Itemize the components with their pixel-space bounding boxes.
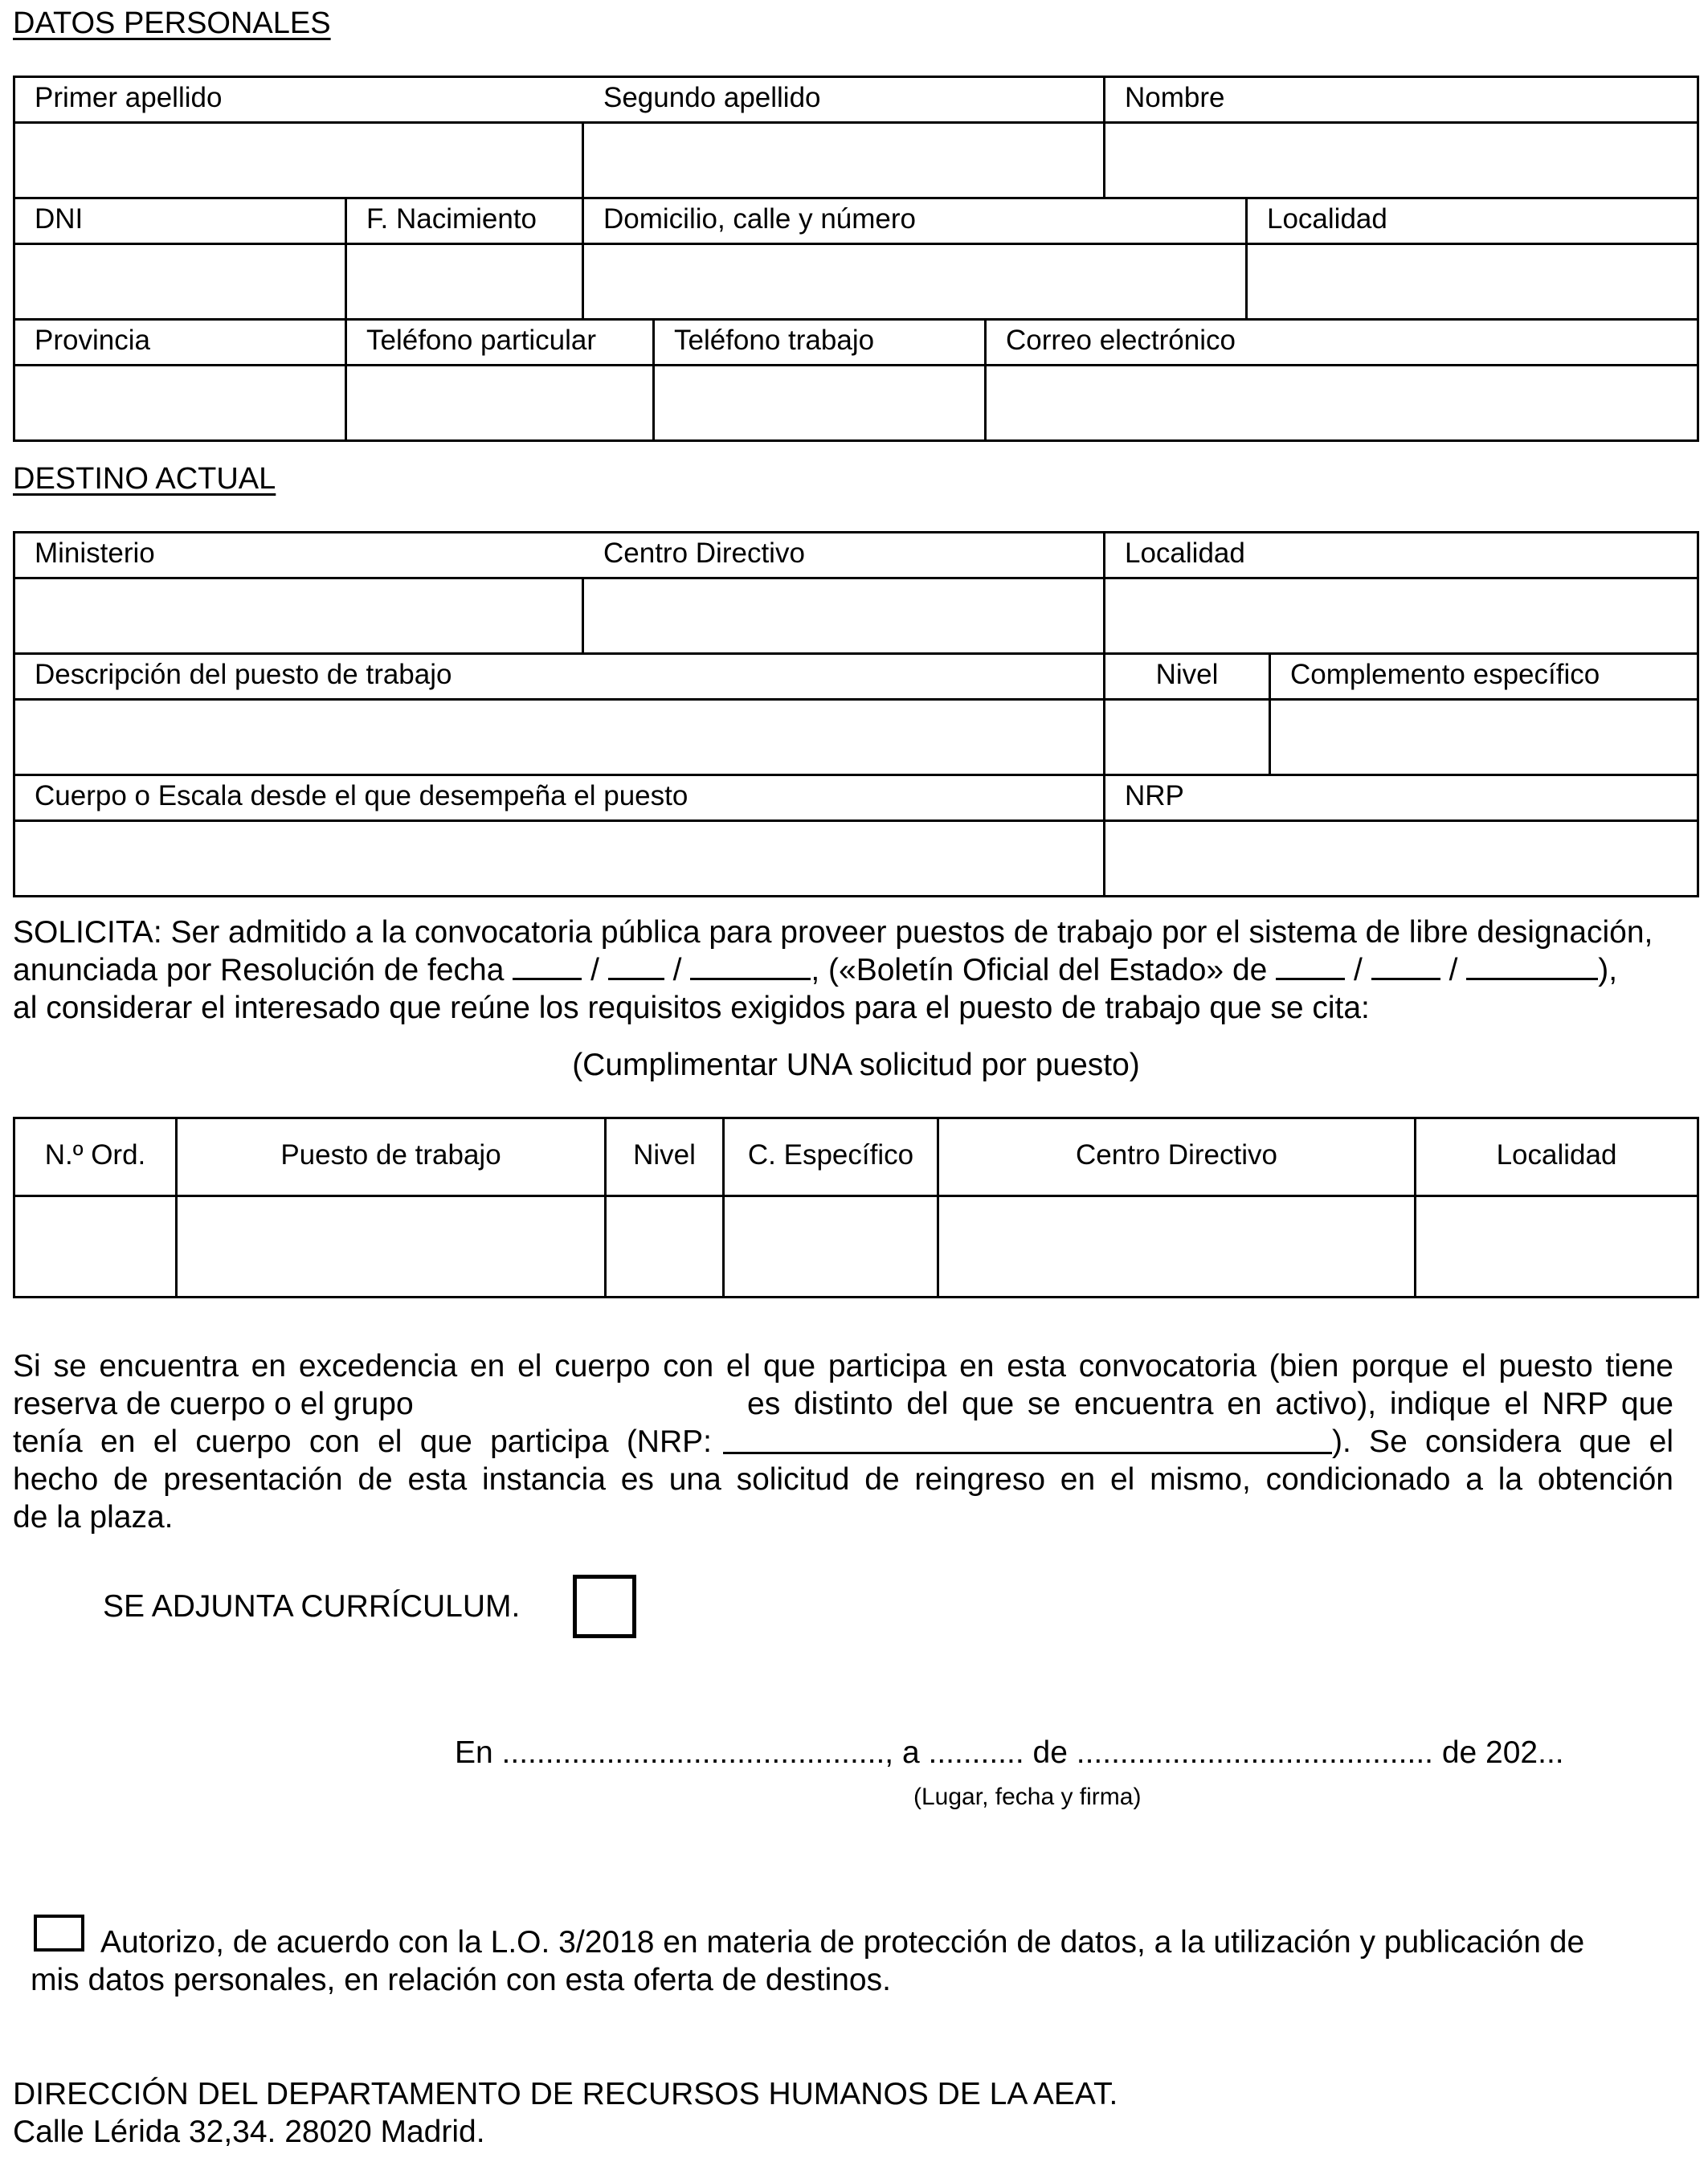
input-cuerpo-escala[interactable]	[15, 822, 1103, 895]
excedencia-line-1: Si se encuentra en excedencia en el cuerpo con el que participa en esta convocatoria (bien porque el puesto tiene	[13, 1349, 1673, 1383]
input-puesto-centro-directivo[interactable]	[939, 1197, 1414, 1296]
slash: /	[590, 953, 599, 987]
input-dni[interactable]	[15, 245, 345, 318]
blank-resolucion-dia[interactable]	[513, 954, 582, 980]
blank-boe-mes[interactable]	[1371, 954, 1440, 980]
label-nivel: Nivel	[1155, 659, 1219, 690]
signature-place-date-line: En ............................................, a ........... de ......................................... de 202...	[455, 1735, 1564, 1770]
slash: /	[672, 953, 682, 987]
input-centro-directivo[interactable]	[584, 579, 1103, 652]
label-centro-directivo: Centro Directivo	[603, 537, 805, 569]
input-destino-localidad[interactable]	[1105, 579, 1697, 652]
label-f-nacimiento: F. Nacimiento	[366, 203, 537, 235]
excedencia-line-2a: reserva de cuerpo o el grupo	[13, 1387, 414, 1421]
col-header-c-especifico: C. Específico	[747, 1139, 914, 1171]
blank-resolucion-ano[interactable]	[690, 954, 811, 980]
autorizo-checkbox[interactable]	[34, 1915, 84, 1952]
solicita-line-3: al considerar el interesado que reúne los requisitos exigidos para el puesto de trabajo que se cita:	[13, 991, 1370, 1025]
input-descripcion-puesto[interactable]	[15, 701, 1103, 774]
input-correo-electronico[interactable]	[987, 366, 1697, 439]
col-header-n-ord: N.º Ord.	[44, 1139, 146, 1171]
excedencia-line-5: de la plaza.	[13, 1500, 174, 1535]
label-localidad: Localidad	[1267, 203, 1387, 235]
label-domicilio: Domicilio, calle y número	[603, 203, 917, 235]
col-header-puesto: Puesto de trabajo	[280, 1139, 501, 1171]
input-puesto-n-ord[interactable]	[15, 1197, 175, 1296]
blank-boe-dia[interactable]	[1276, 954, 1345, 980]
input-domicilio[interactable]	[584, 245, 1245, 318]
section-heading-destino-actual: DESTINO ACTUAL	[13, 462, 276, 496]
solicita-text-resolucion: anunciada por Resolución de fecha	[13, 953, 505, 987]
label-primer-apellido: Primer apellido	[35, 82, 223, 113]
label-cuerpo-escala: Cuerpo o Escala desde el que desempeña el puesto	[35, 780, 689, 811]
label-ministerio: Ministerio	[35, 537, 155, 569]
signature-caption: (Lugar, fecha y firma)	[913, 1784, 1142, 1810]
col-header-localidad: Localidad	[1496, 1139, 1617, 1171]
label-dni: DNI	[35, 203, 84, 235]
label-provincia: Provincia	[35, 325, 150, 356]
label-nombre: Nombre	[1125, 82, 1225, 113]
input-puesto-nivel[interactable]	[607, 1197, 722, 1296]
solicita-line-2	[13, 951, 1617, 989]
input-nrp[interactable]	[1105, 822, 1697, 895]
solicita-note: (Cumplimentar UNA solicitud por puesto)	[572, 1048, 1140, 1082]
autorizo-line-1: Autorizo, de acuerdo con la L.O. 3/2018 en materia de protección de datos, a la utilización y publicación de	[100, 1925, 1585, 1960]
input-localidad[interactable]	[1248, 245, 1697, 318]
section-heading-datos-personales: DATOS PERSONALES	[13, 6, 331, 40]
label-destino-localidad: Localidad	[1125, 537, 1245, 569]
input-segundo-apellido[interactable]	[584, 124, 1103, 197]
label-telefono-trabajo: Teléfono trabajo	[674, 325, 875, 356]
solicita-text-close: ),	[1598, 953, 1618, 987]
blank-nrp-excedencia[interactable]	[723, 1452, 1332, 1454]
blank-boe-ano[interactable]	[1466, 954, 1598, 980]
excedencia-line-4: hecho de presentación de esta instancia es una solicitud de reingreso en el mismo, condicionado a la obtención	[13, 1462, 1673, 1497]
col-header-centro-directivo: Centro Directivo	[1076, 1139, 1277, 1171]
excedencia-line-3a: tenía en el cuerpo con el que participa (NRP:	[13, 1424, 712, 1459]
footer-address-line-1: DIRECCIÓN DEL DEPARTAMENTO DE RECURSOS HUMANOS DE LA AEAT.	[13, 2077, 1118, 2111]
autorizo-line-2: mis datos personales, en relación con esta oferta de destinos.	[31, 1963, 891, 1997]
solicita-text-boe: , («Boletín Oficial del Estado» de	[811, 953, 1268, 987]
input-puesto-c-especifico[interactable]	[725, 1197, 937, 1296]
input-primer-apellido[interactable]	[15, 124, 582, 197]
input-ministerio[interactable]	[15, 579, 582, 652]
label-complemento-especifico: Complemento específico	[1290, 659, 1600, 690]
slash: /	[1449, 953, 1458, 987]
footer-address-line-2: Calle Lérida 32,34. 28020 Madrid.	[13, 2115, 485, 2149]
label-segundo-apellido: Segundo apellido	[603, 82, 821, 113]
input-nivel[interactable]	[1105, 701, 1269, 774]
col-header-nivel: Nivel	[633, 1139, 696, 1171]
label-correo-electronico: Correo electrónico	[1006, 325, 1236, 356]
label-descripcion-puesto: Descripción del puesto de trabajo	[35, 659, 452, 690]
curriculum-label: SE ADJUNTA CURRÍCULUM.	[103, 1589, 521, 1624]
label-telefono-particular: Teléfono particular	[366, 325, 596, 356]
solicita-line-1: SOLICITA: Ser admitido a la convocatoria pública para proveer puestos de trabajo por el sistema de libre designación,	[13, 915, 1653, 950]
curriculum-checkbox[interactable]	[573, 1575, 636, 1638]
input-telefono-particular[interactable]	[347, 366, 652, 439]
slash: /	[1354, 953, 1363, 987]
input-f-nacimiento[interactable]	[347, 245, 582, 318]
input-puesto-trabajo[interactable]	[178, 1197, 604, 1296]
blank-resolucion-mes[interactable]	[608, 954, 664, 980]
excedencia-line-3b: ). Se considera que el	[1332, 1424, 1673, 1459]
input-complemento-especifico[interactable]	[1271, 701, 1697, 774]
input-provincia[interactable]	[15, 366, 345, 439]
excedencia-line-2b: es distinto del que se encuentra en activo), indique el NRP que	[747, 1387, 1673, 1421]
input-puesto-localidad[interactable]	[1416, 1197, 1697, 1296]
input-telefono-trabajo[interactable]	[655, 366, 984, 439]
input-nombre[interactable]	[1105, 124, 1697, 197]
label-nrp: NRP	[1125, 780, 1184, 811]
